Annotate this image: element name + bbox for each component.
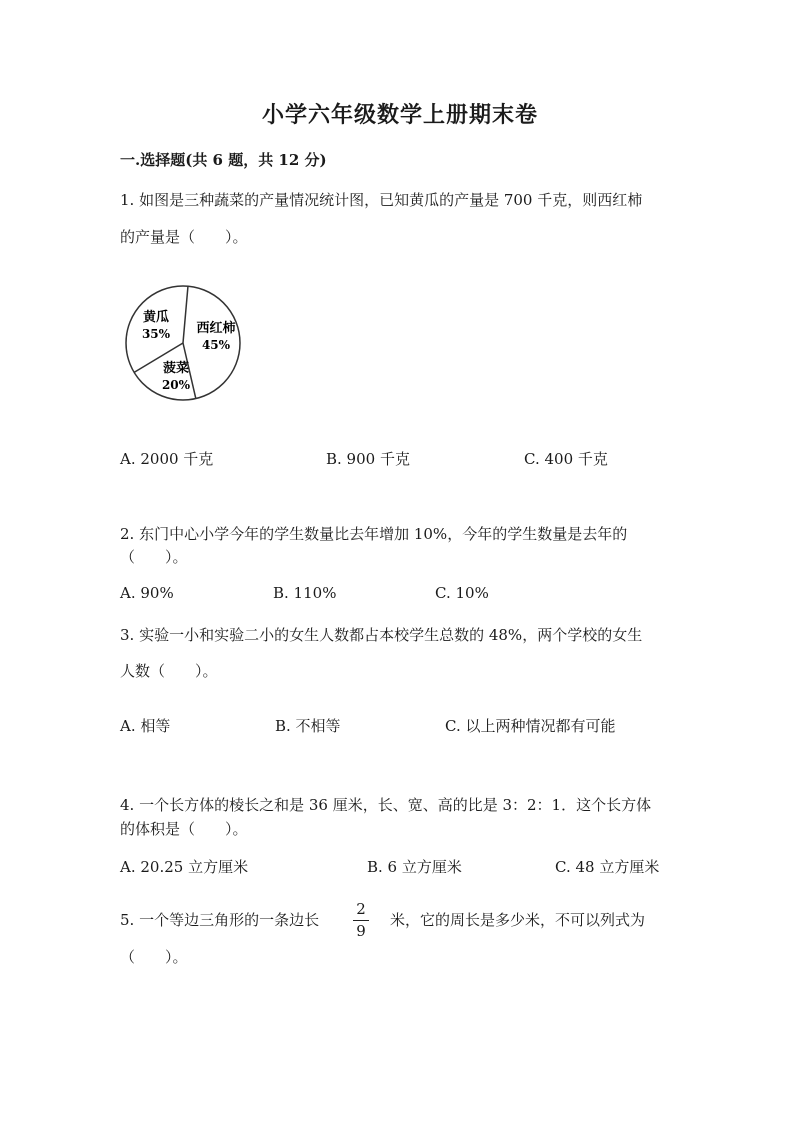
- question-1-line-1: 1. 如图是三种蔬菜的产量情况统计图，已知黄瓜的产量是 700 千克，则西红柿: [120, 191, 643, 209]
- question-3-line-2: 人数（ ）。: [120, 662, 218, 680]
- slice-value-spinach: 20%: [161, 378, 191, 392]
- question-3-option-a: A. 相等: [120, 717, 171, 735]
- question-4-line-1: 4. 一个长方体的棱长之和是 36 厘米，长、宽、高的比是 3：2：1．这个长方体: [120, 796, 652, 814]
- fraction-two-ninths: [351, 902, 371, 939]
- question-2-option-c: C. 10%: [435, 584, 489, 602]
- slice-label-spinach: 菠菜: [162, 361, 190, 376]
- question-5-line-2: （ ）。: [120, 948, 188, 966]
- question-1-option-b: B. 900 千克: [326, 450, 410, 468]
- fraction-numerator: 2: [356, 900, 366, 918]
- vegetable-pie-chart: [120, 278, 250, 408]
- question-4-line-2: 的体积是（ ）。: [120, 820, 248, 838]
- fraction-denominator: 9: [356, 922, 366, 940]
- question-4-option-b: B. 6 立方厘米: [367, 858, 462, 876]
- section-heading: 一.选择题(共 6 题，共 12 分): [120, 151, 327, 169]
- question-2-line-2: （ ）。: [120, 548, 188, 566]
- question-1-line-2: 的产量是（ ）。: [120, 228, 248, 246]
- question-4-option-c: C. 48 立方厘米: [555, 858, 660, 876]
- question-2-option-b: B. 110%: [273, 584, 337, 602]
- question-4-option-a: A. 20.25 立方厘米: [120, 858, 249, 876]
- question-5-line-1-start: 5. 一个等边三角形的一条边长: [120, 911, 320, 929]
- question-3-option-b: B. 不相等: [275, 717, 341, 735]
- slice-value-cucumber: 35%: [141, 327, 171, 341]
- question-5-line-1-end: 米，它的周长是多少米，不可以列式为: [390, 911, 646, 929]
- question-1-option-c: C. 400 千克: [524, 450, 608, 468]
- question-2-option-a: A. 90%: [120, 584, 174, 602]
- page-title: 小学六年级数学上册期末卷: [261, 102, 538, 128]
- question-3-option-c: C. 以上两种情况都有可能: [445, 717, 616, 735]
- question-2-line-1: 2. 东门中心小学今年的学生数量比去年增加 10%，今年的学生数量是去年的: [120, 525, 628, 543]
- slice-label-tomato: 西红柿: [196, 321, 236, 336]
- slice-label-cucumber: 黄瓜: [142, 310, 170, 325]
- question-3-line-1: 3. 实验一小和实验二小的女生人数都占本校学生总数的 48%，两个学校的女生: [120, 626, 643, 644]
- question-1-option-a: A. 2000 千克: [120, 450, 214, 468]
- slice-value-tomato: 45%: [201, 338, 231, 352]
